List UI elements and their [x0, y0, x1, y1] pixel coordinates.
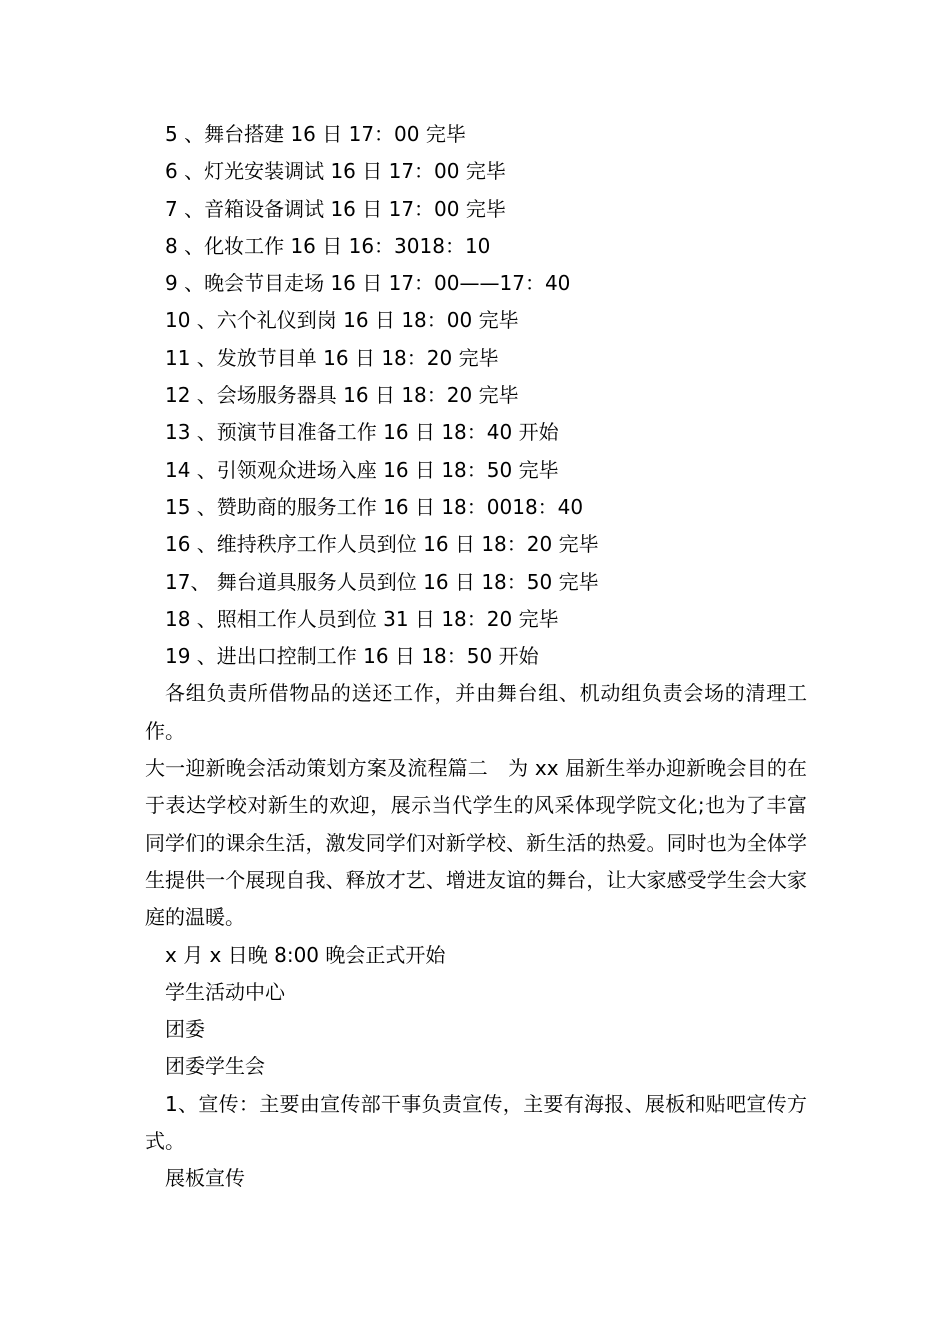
schedule-item: 7 、音箱设备调试 16 日 17：00 完毕: [165, 196, 506, 221]
schedule-item: 14 、引领观众进场入座 16 日 18：50 完毕: [165, 457, 559, 482]
publicity-paragraph: 1、宣传：主要由宣传部干事负责宣传，主要有海报、展板和贴吧宣传方式。: [145, 1091, 807, 1154]
host-line: 团委学生会: [165, 1054, 265, 1079]
venue-line: 学生活动中心: [165, 979, 285, 1004]
schedule-item: 8 、化妆工作 16 日 16：3018：10: [165, 233, 491, 258]
schedule-item: 5 、舞台搭建 16 日 17：00 完毕: [165, 122, 466, 146]
schedule-item: 13 、预演节目准备工作 16 日 18：40 开始: [165, 420, 559, 445]
schedule-item: 6 、灯光安装调试 16 日 17：00 完毕: [165, 159, 506, 184]
schedule-item: 9 、晚会节目走场 16 日 17：00——17：40: [165, 271, 571, 296]
document-page: [145, 116, 807, 1198]
board-publicity-line: 展板宣传: [165, 1166, 245, 1191]
cleanup-paragraph: 各组负责所借物品的送还工作，并由舞台组、机动组负责会场的清理工作。: [145, 681, 807, 743]
schedule-item: 16 、维持秩序工作人员到位 16 日 18：20 完毕: [165, 532, 599, 557]
schedule-item: 12 、会场服务器具 16 日 18：20 完毕: [165, 383, 519, 408]
section-two-paragraph: 大一迎新晚会活动策划方案及流程篇二 为 xx 届新生举办迎新晚会目的在于表达学校对新生的欢迎，展示当代学生的风采体现学院文化;也为了丰富同学们的课余生活，激发同学们对新学校、新生活的热爱。同时也为全体学生提供一个展现自我、释放才艺、增进友谊的舞台，让大家感受学生会大家庭的温暖。: [145, 756, 807, 930]
event-time-line: x 月 x 日晚 8:00 晚会正式开始: [165, 942, 446, 967]
organizer-line: 团委: [165, 1017, 205, 1042]
schedule-item: 10 、六个礼仪到岗 16 日 18：00 完毕: [165, 308, 519, 333]
schedule-item: 18 、照相工作人员到位 31 日 18：20 完毕: [165, 606, 559, 631]
schedule-item: 15 、赞助商的服务工作 16 日 18：0018：40: [165, 494, 584, 519]
schedule-item: 11 、发放节目单 16 日 18：20 完毕: [165, 345, 499, 370]
schedule-item: 17、 舞台道具服务人员到位 16 日 18：50 完毕: [165, 569, 599, 594]
schedule-item: 19 、进出口控制工作 16 日 18：50 开始: [165, 644, 539, 669]
